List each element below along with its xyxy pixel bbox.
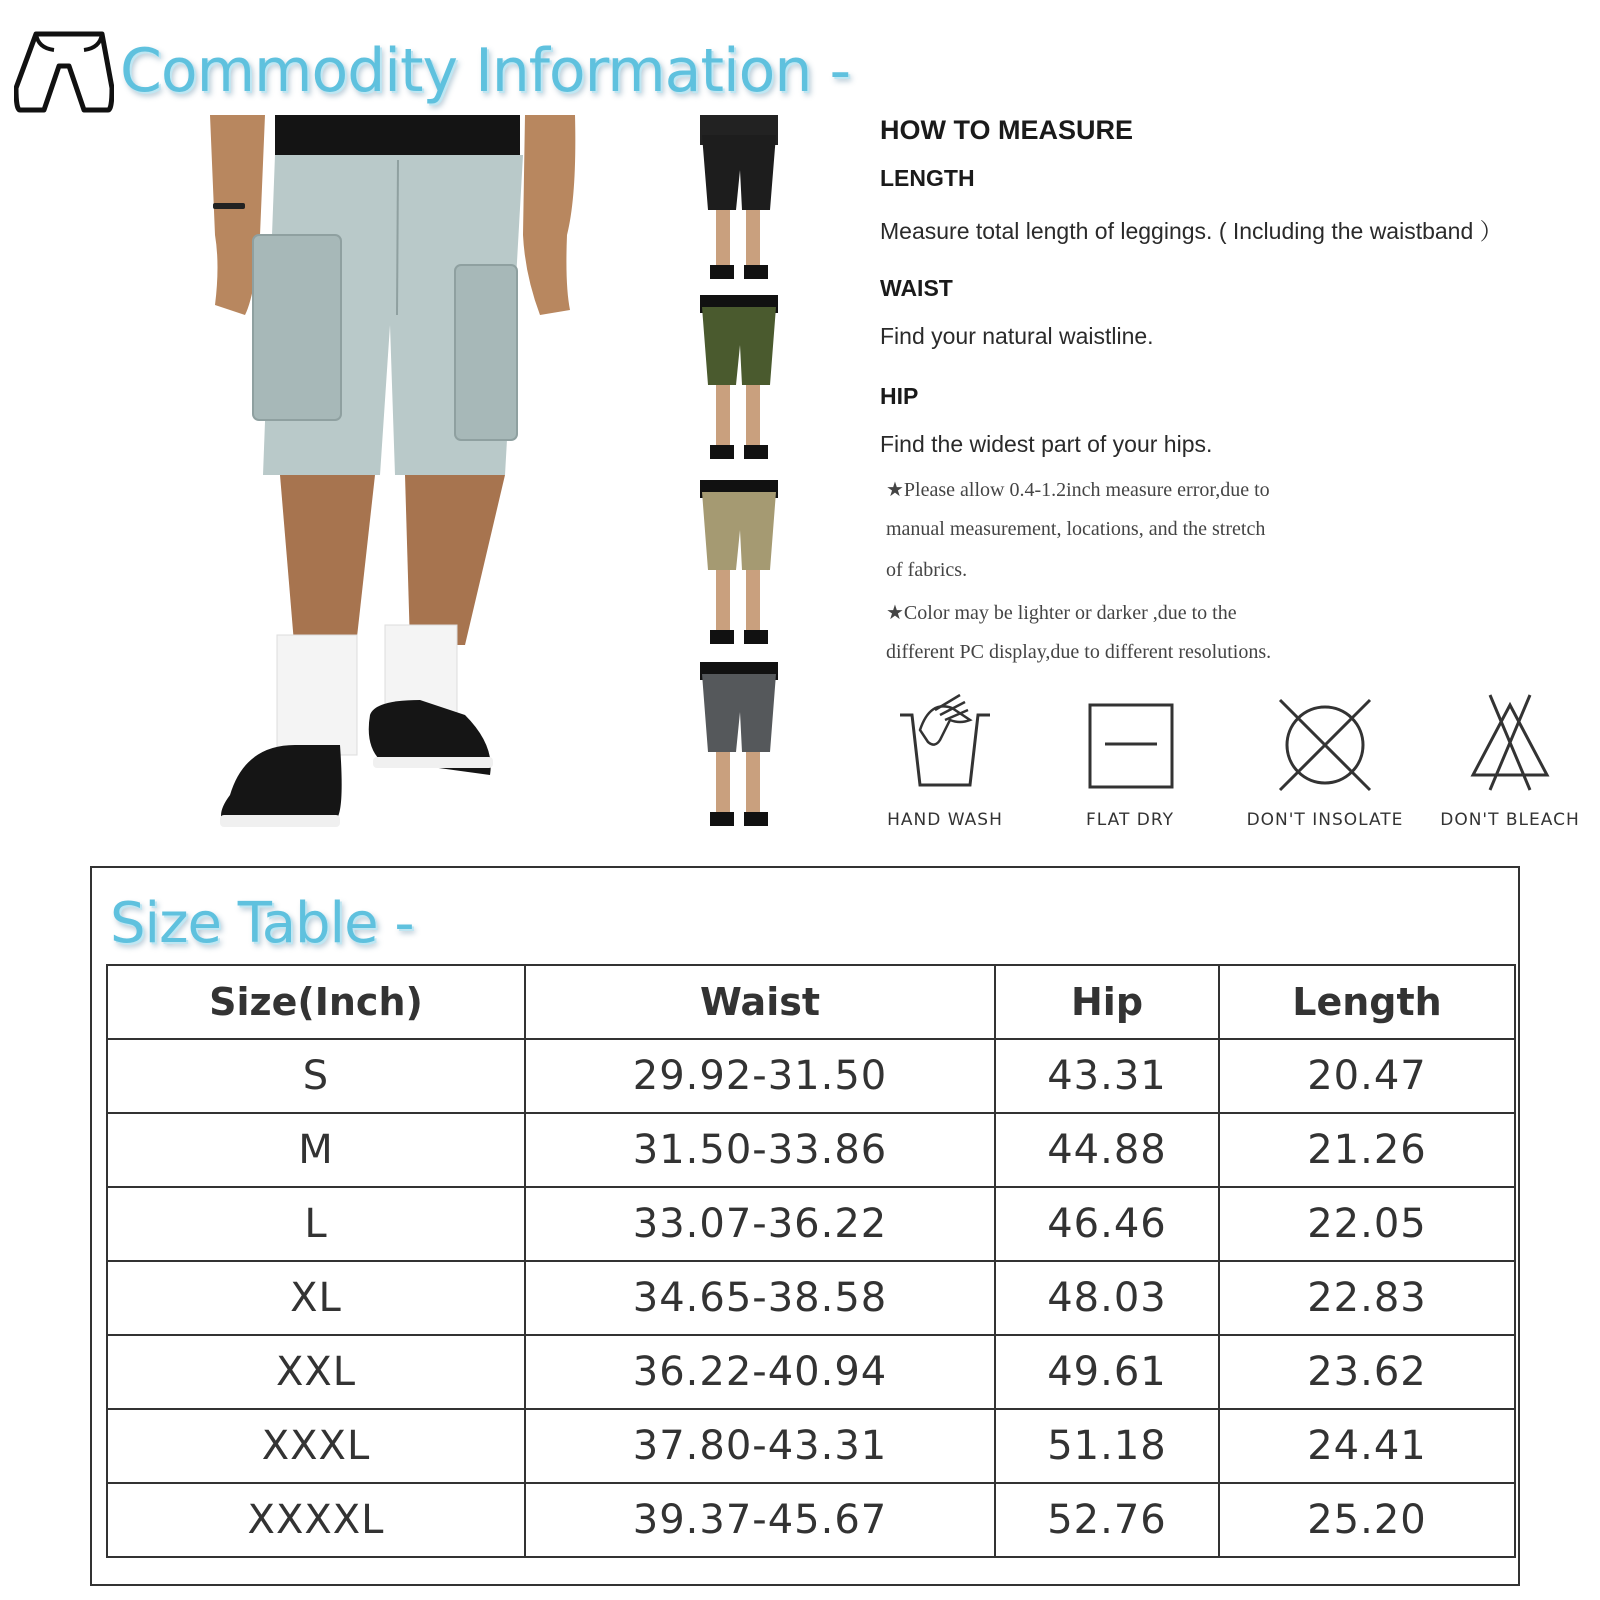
- page-title: Commodity Information -: [120, 36, 851, 106]
- table-row: [107, 1039, 1515, 1113]
- size-table-header-row: [107, 965, 1515, 1039]
- hand-wash-icon: [890, 690, 1000, 800]
- cell-length: 22.05: [1219, 1187, 1515, 1261]
- dont-bleach-icon: [1455, 690, 1565, 800]
- thumbnail-black[interactable]: [690, 115, 788, 293]
- cell-waist: 37.80-43.31: [525, 1409, 995, 1483]
- cell-size: XXXL: [107, 1409, 525, 1483]
- cell-hip: 44.88: [995, 1113, 1219, 1187]
- hip-text: Find the widest part of your hips.: [880, 431, 1213, 457]
- length-title: LENGTH: [880, 165, 975, 191]
- length-text: Measure total length of leggings. ( Including the waistband ）: [880, 218, 1503, 244]
- header-length: Length: [1219, 965, 1515, 1039]
- cell-hip: 46.46: [995, 1187, 1219, 1261]
- header-hip: Hip: [995, 965, 1219, 1039]
- table-row: [107, 1409, 1515, 1483]
- note-measure-error-line1: ★Please allow 0.4-1.2inch measure error,due to: [886, 479, 1270, 501]
- cell-hip: 52.76: [995, 1483, 1219, 1557]
- care-label-dont-bleach: DON'T BLEACH: [1440, 810, 1580, 830]
- note-measure-error-line2: manual measurement, locations, and the stretch: [886, 518, 1266, 540]
- measure-heading: HOW TO MEASURE: [880, 115, 1134, 145]
- cell-hip: 49.61: [995, 1335, 1219, 1409]
- care-label-flat-dry: FLAT DRY: [1086, 810, 1174, 830]
- thumbnail-army-green[interactable]: [690, 295, 788, 473]
- hip-title: HIP: [880, 383, 919, 409]
- header-waist: Waist: [525, 965, 995, 1039]
- cell-size: XXXXL: [107, 1483, 525, 1557]
- cell-length: 23.62: [1219, 1335, 1515, 1409]
- header-size: Size(Inch): [107, 965, 525, 1039]
- table-row: [107, 1335, 1515, 1409]
- note-color-line2: different PC display,due to different resolutions.: [886, 641, 1272, 663]
- cell-hip: 48.03: [995, 1261, 1219, 1335]
- cell-hip: 51.18: [995, 1409, 1219, 1483]
- care-dont-bleach: [1420, 690, 1600, 840]
- cell-hip: 43.31: [995, 1039, 1219, 1113]
- shorts-logo-icon: [14, 30, 114, 116]
- cell-waist: 34.65-38.58: [525, 1261, 995, 1335]
- dont-tumble-dry-icon: [1270, 690, 1380, 800]
- table-row: [107, 1187, 1515, 1261]
- flat-dry-icon: [1075, 690, 1185, 800]
- table-row: [107, 1261, 1515, 1335]
- measure-instructions: [880, 115, 1595, 685]
- cell-size: S: [107, 1039, 525, 1113]
- note-measure-error-line3: of fabrics.: [886, 559, 968, 581]
- cell-size: XXL: [107, 1335, 525, 1409]
- waist-title: WAIST: [880, 275, 953, 301]
- cell-length: 25.20: [1219, 1483, 1515, 1557]
- cell-length: 22.83: [1219, 1261, 1515, 1335]
- cell-waist: 31.50-33.86: [525, 1113, 995, 1187]
- waist-text: Find your natural waistline.: [880, 323, 1154, 349]
- thumbnail-khaki[interactable]: [690, 480, 788, 658]
- cell-waist: 33.07-36.22: [525, 1187, 995, 1261]
- cell-size: XL: [107, 1261, 525, 1335]
- care-label-dont-insolate: DON'T INSOLATE: [1246, 810, 1404, 830]
- cell-length: 20.47: [1219, 1039, 1515, 1113]
- care-label-hand-wash: HAND WASH: [887, 810, 1003, 830]
- main-product-photo: [205, 115, 615, 845]
- care-hand-wash: [855, 690, 1035, 840]
- care-dont-insolate: [1235, 690, 1415, 840]
- table-row: [107, 1113, 1515, 1187]
- cell-waist: 39.37-45.67: [525, 1483, 995, 1557]
- size-table-title: Size Table -: [110, 891, 414, 956]
- size-table-card: [90, 866, 1520, 1586]
- care-flat-dry: [1040, 690, 1220, 840]
- size-table: [106, 964, 1516, 1558]
- table-row: [107, 1483, 1515, 1557]
- cell-length: 21.26: [1219, 1113, 1515, 1187]
- cell-size: M: [107, 1113, 525, 1187]
- note-color-line1: ★Color may be lighter or darker ,due to the: [886, 602, 1237, 624]
- thumbnail-gray[interactable]: [690, 662, 788, 840]
- cell-length: 24.41: [1219, 1409, 1515, 1483]
- cell-waist: 36.22-40.94: [525, 1335, 995, 1409]
- cell-size: L: [107, 1187, 525, 1261]
- cell-waist: 29.92-31.50: [525, 1039, 995, 1113]
